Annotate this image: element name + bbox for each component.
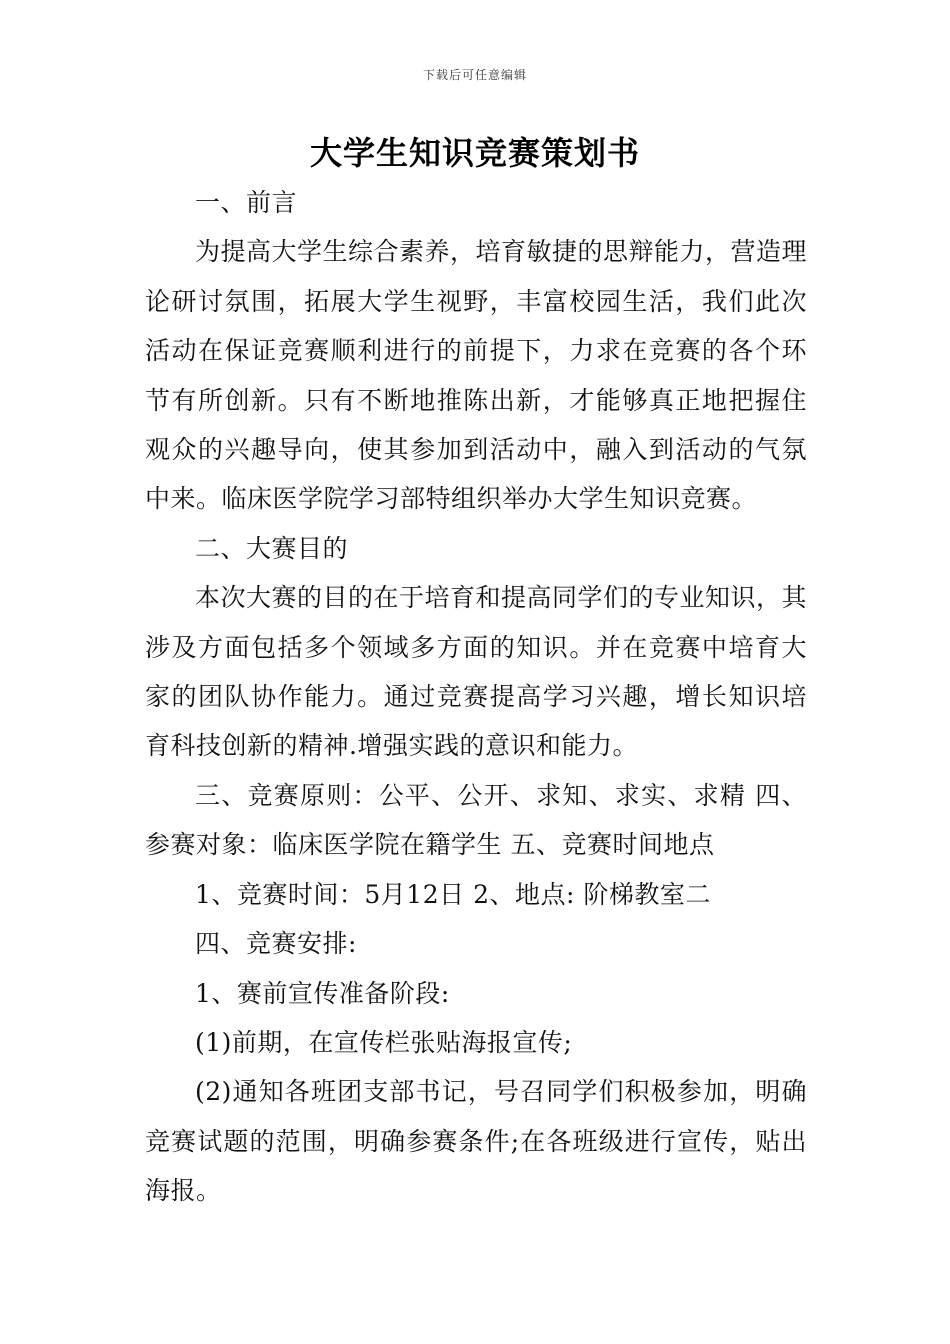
document-body [145, 178, 807, 1216]
paragraph-preface: 为提高大学生综合素养，培育敏捷的思辩能力，营造理论研讨氛围，拓展大学生视野，丰富校园生活，我们此次活动在保证竞赛顺利进行的前提下，力求在竞赛的各个环节有所创新。只有不断地推陈出新，才能够真正地把握住观众的兴趣导向，使其参加到活动中，融入到活动的气氛中来。临床医学院学习部特组织举办大学生知识竞赛。 [145, 237, 808, 514]
document-title: 大学生知识竞赛策划书 [309, 134, 640, 172]
section-heading-arrangement: 四、竞赛安排: [195, 929, 357, 959]
list-item-1: (1)前期，在宣传栏张贴海报宣传; [195, 1027, 573, 1057]
list-item-2: (2)通知各班团支部书记，号召同学们积极参加，明确竞赛试题的范围，明确参赛条件;在各班级进行宣传，贴出海报。 [145, 1077, 807, 1206]
paragraph-purpose: 本次大赛的目的在于培育和提高同学们的专业知识，其涉及方面包括多个领域多方面的知识。并在竞赛中培育大家的团队协作能力。通过竞赛提高学习兴趣，增长知识培育科技创新的精神.增强实践的意识和能力。 [145, 583, 808, 761]
paragraph-principles-participants: 三、竞赛原则：公平、公开、求知、求实、求精 四、参赛对象：临床医学院在籍学生 五、竞赛时间地点 [145, 780, 807, 860]
section-heading-preface: 一、前言 [195, 188, 298, 217]
page-header-note: 下载后可任意编辑 [422, 68, 527, 82]
subheading-promotion-stage: 1、赛前宣传准备阶段: [195, 978, 450, 1008]
section-heading-purpose: 二、大赛目的 [195, 533, 349, 563]
paragraph-time-location: 1、竞赛时间：5月12日 2、地点: 阶梯教室二 [195, 879, 711, 909]
